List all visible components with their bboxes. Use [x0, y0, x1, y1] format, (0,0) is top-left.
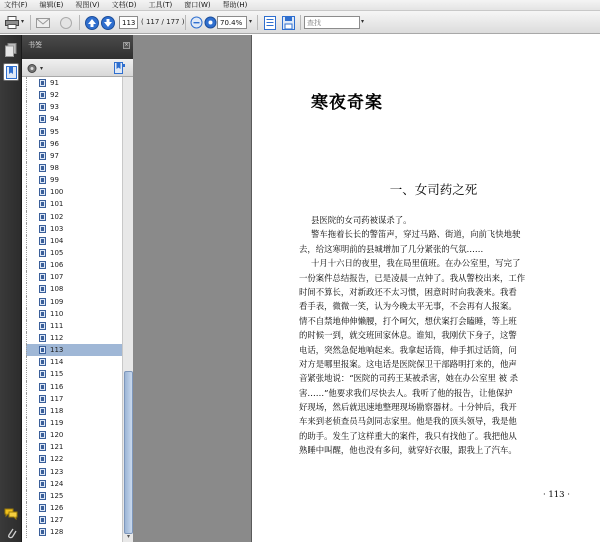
fit-width-button[interactable] — [280, 15, 296, 30]
bookmark-label: 94 — [50, 115, 59, 124]
bookmark-page-icon — [39, 298, 46, 306]
bookmark-item[interactable] — [26, 271, 122, 283]
bookmark-label: 96 — [50, 139, 59, 148]
bookmark-item[interactable] — [26, 381, 122, 393]
bookmark-page-icon — [39, 310, 46, 318]
menu-tools[interactable]: 工具(T) — [148, 0, 173, 9]
zoom-input[interactable] — [217, 16, 247, 29]
bookmark-label: 124 — [50, 479, 64, 488]
bookmark-page-icon — [39, 431, 46, 439]
bookmark-label: 122 — [50, 455, 64, 464]
comments-button[interactable] — [3, 505, 19, 523]
page-count: ( 117 / 177 ) — [141, 18, 185, 26]
bookmark-item[interactable] — [26, 344, 122, 356]
bookmark-page-icon — [39, 419, 46, 427]
bookmark-page-icon — [39, 455, 46, 463]
bookmark-item[interactable] — [26, 526, 122, 538]
bookmark-item[interactable] — [26, 126, 122, 138]
bookmark-label: 112 — [50, 334, 64, 343]
previous-page-button[interactable] — [84, 15, 100, 30]
bookmark-label: 97 — [50, 151, 59, 160]
attachments-button[interactable] — [3, 524, 19, 542]
bookmark-item[interactable] — [26, 393, 122, 405]
refresh-icon — [59, 16, 73, 30]
next-page-button[interactable] — [100, 15, 116, 30]
bookmark-page-icon — [39, 504, 46, 512]
panel-header — [22, 35, 133, 59]
fit-page-button[interactable] — [262, 15, 278, 30]
bookmark-item[interactable] — [26, 150, 122, 162]
panel-toolbar — [22, 59, 133, 77]
bookmark-page-icon — [39, 261, 46, 269]
bookmark-label: 102 — [50, 212, 64, 221]
pages-icon — [5, 43, 17, 57]
bookmark-item[interactable] — [26, 89, 122, 101]
bookmark-item[interactable] — [26, 417, 122, 429]
panel-close-button[interactable]: × — [124, 42, 129, 48]
bookmark-label: 126 — [50, 503, 64, 512]
up-arrow-icon — [85, 16, 99, 30]
bookmark-label: 105 — [50, 249, 64, 258]
options-button[interactable] — [27, 62, 45, 74]
bookmark-page-icon — [39, 528, 46, 536]
bookmark-item[interactable] — [26, 259, 122, 271]
print-icon — [5, 16, 19, 29]
bookmark-item[interactable] — [26, 283, 122, 295]
bookmark-label: 103 — [50, 224, 64, 233]
email-button[interactable] — [35, 15, 51, 30]
bookmark-label: 99 — [50, 176, 59, 185]
menu-window[interactable]: 窗口(W) — [184, 0, 211, 9]
menu-edit[interactable]: 编辑(E) — [39, 0, 64, 9]
bookmark-label: 101 — [50, 200, 64, 209]
bookmark-page-icon — [39, 128, 46, 136]
bookmark-item[interactable] — [26, 247, 122, 259]
bookmark-item[interactable] — [26, 186, 122, 198]
new-bookmark-icon — [114, 62, 126, 74]
bookmark-item[interactable] — [26, 514, 122, 526]
menu-help[interactable]: 帮助(H) — [222, 0, 248, 9]
bookmark-page-icon — [39, 237, 46, 245]
text-line: 去，给这寒明前的县城增加了几分紧张的气氛…… — [299, 243, 484, 254]
gear-icon — [27, 63, 39, 74]
search-input[interactable] — [304, 16, 360, 29]
bookmark-item[interactable] — [26, 356, 122, 368]
bookmark-page-icon — [39, 200, 46, 208]
options-dropdown-icon: ▾ — [40, 64, 44, 72]
text-line: 十月十六日的夜里，我在局里值班。在办公室里，写完了 — [311, 258, 521, 269]
bookmark-page-icon — [39, 164, 46, 172]
bookmark-label: 118 — [50, 406, 64, 415]
bookmark-label: 128 — [50, 528, 64, 537]
bookmark-item[interactable] — [26, 453, 122, 465]
text-line: 时间不算长，对新政还不太习惯，困意时时向我袭来。我看 — [299, 286, 517, 297]
bookmark-label: 92 — [50, 91, 59, 100]
bookmark-item[interactable] — [26, 235, 122, 247]
scrollbar-thumb[interactable] — [124, 371, 133, 534]
bookmark-list — [22, 77, 122, 542]
bookmark-label: 113 — [50, 346, 64, 355]
bookmark-label: 110 — [50, 309, 64, 318]
bookmark-page-icon — [39, 140, 46, 148]
toolbar — [0, 11, 600, 34]
bookmark-label: 119 — [50, 419, 64, 427]
bookmarks-button[interactable] — [3, 63, 19, 81]
new-bookmark-button[interactable] — [114, 62, 128, 74]
bookmark-item[interactable] — [26, 162, 122, 174]
zoom-in-icon — [204, 16, 217, 29]
bookmark-item[interactable] — [26, 320, 122, 332]
bookmark-item[interactable] — [26, 296, 122, 308]
menu-document[interactable]: 文档(D) — [111, 0, 137, 9]
bookmark-page-icon — [39, 176, 46, 184]
bookmark-scrollbar[interactable] — [122, 77, 133, 542]
bookmark-label: 100 — [50, 188, 64, 197]
print-button[interactable] — [4, 15, 20, 30]
zoom-out-icon — [190, 16, 203, 29]
bookmark-label: 93 — [50, 103, 59, 112]
bookmark-item[interactable] — [26, 429, 122, 441]
bookmark-page-icon — [39, 91, 46, 99]
bookmark-page-icon — [39, 152, 46, 160]
text-line: 熟睡中叫醒，他也没有多问，就穿好衣服，跟我上了汽车。 — [299, 445, 517, 456]
email-icon — [36, 17, 50, 29]
page-heading: 寒夜奇案 — [311, 93, 383, 113]
bookmark-page-icon — [39, 273, 46, 281]
bookmark-label: 108 — [50, 285, 64, 294]
bookmark-item[interactable] — [26, 368, 122, 380]
attachments-icon — [5, 526, 17, 540]
bookmark-item[interactable] — [26, 113, 122, 125]
down-arrow-icon — [101, 16, 115, 30]
bookmark-label: 116 — [50, 382, 64, 391]
bookmark-label: 120 — [50, 431, 64, 440]
bookmark-label: 125 — [50, 491, 64, 500]
bookmark-label: 91 — [50, 79, 59, 88]
bookmark-page-icon — [39, 370, 46, 378]
comments-icon — [4, 508, 18, 520]
bookmark-item[interactable] — [26, 466, 122, 478]
document-page — [251, 35, 600, 542]
bookmark-page-icon — [39, 188, 46, 196]
bookmark-item[interactable] — [26, 502, 122, 514]
zoom-in-button[interactable] — [202, 15, 218, 30]
bookmark-label: 104 — [50, 236, 64, 245]
bookmark-label: 98 — [50, 164, 59, 173]
text-line: 害……”他要求我们尽快去人。我听了他的报告，让他保护 — [299, 387, 513, 398]
bookmark-page-icon — [39, 516, 46, 524]
bookmark-item[interactable] — [26, 478, 122, 490]
bookmark-item[interactable] — [26, 405, 122, 417]
print-dropdown-icon[interactable]: ▾ — [21, 18, 25, 25]
bookmark-page-icon — [39, 225, 46, 233]
bookmark-page-icon — [39, 115, 46, 123]
document-gutter — [133, 35, 251, 542]
text-line: 的时候一到，就交班回家休息。谁知，我刚伏下身子，这警 — [299, 330, 517, 341]
bookmark-page-icon — [39, 407, 46, 415]
document-area — [133, 35, 600, 542]
bookmark-item[interactable] — [26, 174, 122, 186]
zoom-dropdown-icon[interactable]: ▾ — [249, 18, 253, 25]
bookmark-page-icon — [39, 468, 46, 476]
panel-title: 书签 — [28, 41, 42, 49]
search-dropdown-icon[interactable]: ▾ — [361, 18, 365, 25]
bookmark-label: 117 — [50, 394, 64, 403]
bookmark-page-icon — [39, 358, 46, 366]
bookmark-item[interactable] — [26, 198, 122, 210]
chapter-title: 一、女司药之死 — [389, 182, 478, 197]
fit-page-icon — [264, 16, 276, 30]
bookmark-item[interactable] — [26, 77, 122, 89]
bookmark-item[interactable] — [26, 441, 122, 453]
text-line: 车来到老侦查员马剑同志家里。他是我的顶头领导，我是他 — [299, 416, 517, 427]
bookmark-item[interactable] — [26, 211, 122, 223]
page-number: · 113 · — [542, 490, 570, 500]
bookmark-item[interactable] — [26, 332, 122, 344]
bookmark-item[interactable] — [26, 101, 122, 113]
scroll-down-icon[interactable]: ▾ — [126, 533, 130, 540]
text-line: 音紧张地说：“医院的司药王某被杀害，她在办公室里 被 杀 — [299, 373, 518, 384]
text-line: 好现场，然后就迅速地整理现场勘察器材。十分钟后，我开 — [299, 402, 517, 413]
bookmark-item[interactable] — [26, 138, 122, 150]
bookmark-page-icon — [39, 103, 46, 111]
bookmarks-panel — [22, 35, 133, 542]
text-line: 电话，突然急促地响起来。我拿起话筒，伸手抓过话筒，问 — [299, 344, 517, 355]
bookmark-page-icon — [39, 395, 46, 403]
bookmark-page-icon — [39, 249, 46, 257]
menu-bar — [0, 0, 600, 11]
bookmark-page-icon — [39, 79, 46, 87]
bookmark-label: 95 — [50, 127, 59, 136]
navigation-rail — [0, 35, 22, 542]
bookmark-page-icon — [39, 480, 46, 488]
text-line: 的助手。发生了这样重大的案件，我只有找他了。我把他从 — [299, 430, 517, 441]
menu-file[interactable]: 文件(F) — [4, 0, 28, 9]
text-line: 对方是哪里报案。这电话是医院保卫干部路明打来的，他声 — [299, 358, 517, 369]
bookmark-page-icon — [39, 492, 46, 500]
bookmark-page-icon — [39, 334, 46, 342]
text-line: 情不自禁地伸伸懒腰，打个呵欠，想伏案打会瞌睡，等上班 — [299, 315, 517, 326]
page-number-input[interactable] — [119, 16, 138, 29]
text-line: 警车拖着长长的警笛声，穿过马路、街道，向前飞快地驶 — [311, 229, 521, 240]
disabled-button[interactable] — [58, 15, 74, 30]
bookmark-label: 123 — [50, 467, 64, 476]
page-body — [299, 213, 589, 458]
bookmark-label: 111 — [50, 321, 64, 330]
text-line: 一份案件总结报告，已是凌晨一点钟了。我从警校出来，工作 — [299, 272, 526, 283]
bookmark-label: 121 — [50, 443, 64, 452]
bookmark-item[interactable] — [26, 490, 122, 502]
bookmark-label: 109 — [50, 297, 64, 306]
bookmark-page-icon — [39, 322, 46, 330]
menu-view[interactable]: 视图(V) — [75, 0, 100, 9]
bookmark-label: 115 — [50, 370, 64, 379]
bookmark-item[interactable] — [26, 223, 122, 235]
bookmark-label: 127 — [50, 516, 64, 525]
bookmark-page-icon — [39, 213, 46, 221]
bookmark-page-icon — [39, 443, 46, 451]
bookmark-page-icon — [39, 346, 46, 354]
bookmark-item[interactable] — [26, 308, 122, 320]
bookmark-label: 106 — [50, 261, 64, 270]
bookmark-label: 114 — [50, 358, 64, 367]
save-icon — [282, 16, 295, 30]
bookmark-page-icon — [39, 285, 46, 293]
bookmark-label: 107 — [50, 273, 64, 282]
text-line: 看手表，微微一笑，认为今晚太平无事，不会再有人报案。 — [299, 301, 517, 312]
pages-button[interactable] — [3, 41, 19, 59]
bookmark-page-icon — [39, 383, 46, 391]
text-line: 县医院的女司药被谋杀了。 — [311, 215, 412, 225]
bookmarks-icon — [6, 66, 17, 79]
